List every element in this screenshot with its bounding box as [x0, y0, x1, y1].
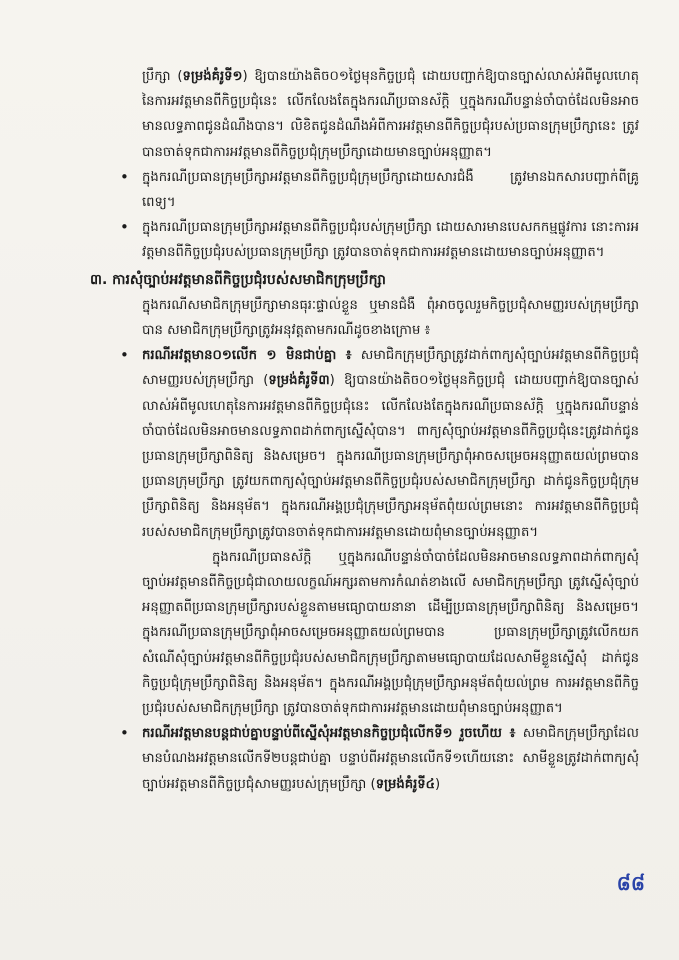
bullet-item-mission: • ក្នុងករណីប្រធានក្រុមប្រឹក្សាអវត្តមានពីកិច្ចប្រជុំរបស់ក្រុមប្រឹក្សា ដោយសារមានបេសកកម្មផ្លូវការ នោះការអវត្តមានពីកិច្ចប្រជុំរបស់ប្រធានក្រុមប្រឹក្សា ត្រូវបានចាត់ទុកជាការអវត្តមានដោយមានច្បាប់អនុញ្ញាត។	[142, 215, 639, 265]
section-intro: ក្នុងករណីសមាជិកក្រុមប្រឹក្សាមានធុរៈផ្ទាល់ខ្លួន ឬមានជំងឺ ពុំអាចចូលរួមកិច្ចប្រជុំសាមញ្ញរបស់ក្រុមប្រឹក្សាបាន សមាជិកក្រុមប្រឹក្សាត្រូវអនុវត្តតាមករណីដូចខាងក្រោម ៖	[142, 297, 639, 339]
case-label: ករណីអវត្តមាន០១លើក ១ មិនជាប់គ្នា ៖	[142, 348, 352, 364]
text-span: សមាជិកក្រុមប្រឹក្សាដែលមានបំណងអវត្តមានលើកទី២បន្តជាប់គ្នា បន្ទាប់ពីអវត្តមានលើកទី១ហើយនោះ សាមីខ្លួនត្រូវដាក់ពាក្យសុំច្បាប់អវត្តមានពីកិច្ចប្រជុំសាមញ្ញរបស់ក្រុមប្រឹក្សា (	[142, 726, 639, 792]
form-reference: ទម្រង់គំរូទី៣	[268, 373, 330, 389]
paragraph-continuation	[142, 64, 639, 165]
form-reference: ទម្រង់គំរូទី១	[182, 69, 243, 84]
case-label: ករណីអវត្តមានបន្តជាប់គ្នាបន្ទាប់ពីស្នើសុំអវត្តមានកិច្ចប្រជុំលើកទី១ រួចហើយ ៖	[142, 726, 516, 742]
form-reference: ទម្រង់គំរូទី៤	[375, 776, 435, 792]
text-span: ) ឱ្យបានយ៉ាងតិច០១ថ្ងៃមុនកិច្ចប្រជុំ ដោយបញ្ជាក់ឱ្យបានច្បាស់លាស់អំពីមូលហេតុនៃការអវត្តមានពីកិច្ចប្រជុំនេះ លើកលែងតែក្នុងករណីប្រធានស័ក្តិ ឬក្នុងករណីបន្ទាន់ចាំបាច់ដែលមិនអាចមានលទ្ធភាពដាក់ពាក្យស្នើសុំបាន។ ពាក្យសុំច្បាប់អវត្តមានពីកិច្ចប្រជុំនេះត្រូវដាក់ជូនប្រធានក្រុមប្រឹក្សាពិនិត្យ និងសម្រេច។ ក្នុងករណីប្រធានក្រុមប្រឹក្សាពុំអាចសម្រេចអនុញ្ញាតយល់ព្រមបាន ប្រធានក្រុមប្រឹក្សា ត្រូវយកពាក្យសុំច្បាប់អវត្តមានពីកិច្ចប្រជុំរបស់សមាជិកក្រុមប្រឹក្សា ដាក់ជូនកិច្ចប្រជុំក្រុមប្រឹក្សាពិនិត្យ និងអនុម័ត។ ក្នុងករណីអង្គប្រជុំក្រុមប្រឹក្សាអនុម័តពុំយល់ព្រមនោះ ការអវត្តមានពីកិច្ចប្រជុំរបស់សមាជិកក្រុមប្រឹក្សាត្រូវបានចាត់ទុកជាការអវត្តមានដោយពុំមានច្បាប់អនុញ្ញាត។	[142, 373, 639, 540]
text-span: ប្រឹក្សា (	[142, 69, 183, 84]
text-span: ) ឱ្យបានយ៉ាងតិច០១ថ្ងៃមុនកិច្ចប្រជុំ ដោយបញ្ជាក់ឱ្យបានច្បាស់លាស់អំពីមូលហេតុនៃការអវត្តមានពីកិច្ចប្រជុំនេះ លើកលែងតែក្នុងករណីប្រធានស័ក្តិ ឬក្នុងករណីបន្ទាន់ចាំបាច់ដែលមិនអាចមានលទ្ធភាពជូនដំណឹងបាន។ លិខិតជូនដំណឹងអំពីការអវត្តមានពីកិច្ចប្រជុំរបស់ប្រធានក្រុមប្រឹក្សានេះ ត្រូវបានចាត់ទុកជាការអវត្តមានពីកិច្ចប្រជុំក្រុមប្រឹក្សាដោយមានច្បាប់អនុញ្ញាត។	[142, 69, 639, 160]
bullet-item-sickness: • ក្នុងករណីប្រធានក្រុមប្រឹក្សាអវត្តមានពីកិច្ចប្រជុំក្រុមប្រឹក្សាដោយសារជំងឺ ត្រូវមានឯកសារបញ្ជាក់ពីគ្រូពេទ្យ។	[142, 165, 639, 215]
paragraph-urgent-case: ក្នុងករណីប្រធានស័ក្តិ ឬក្នុងករណីបន្ទាន់ចាំបាច់ដែលមិនអាចមានលទ្ធភាពដាក់ពាក្យសុំច្បាប់អវត្តមានពីកិច្ចប្រជុំជាលាយលក្ខណ៍អក្សរតាមការកំណត់ខាងលើ សមាជិកក្រុមប្រឹក្សា ត្រូវស្នើសុំច្បាប់អនុញ្ញាតពីប្រធានក្រុមប្រឹក្សារបស់ខ្លួនតាមមធ្យោបាយនានា ដើម្បីប្រធានក្រុមប្រឹក្សាពិនិត្យ និងសម្រេច។ ក្នុងករណីប្រធានក្រុមប្រឹក្សាពុំអាចសម្រេចអនុញ្ញាតយល់ព្រមបាន ប្រធានក្រុមប្រឹក្សាត្រូវលើកយកសំណើសុំច្បាប់អវត្តមានពីកិច្ចប្រជុំរបស់សមាជិកក្រុមប្រឹក្សាតាមមធ្យោបាយដែលសាមីខ្លួនស្នើសុំ ដាក់ជូនកិច្ចប្រជុំក្រុមប្រឹក្សាពិនិត្យ និងអនុម័ត។ ក្នុងករណីអង្គប្រជុំក្រុមប្រឹក្សាអនុម័តពុំយល់ព្រម ការអវត្តមានពីកិច្ចប្រជុំរបស់សមាជិកក្រុមប្រឹក្សា ត្រូវបានចាត់ទុកជាការអវត្តមានដោយពុំមានច្បាប់អនុញ្ញាត។	[142, 549, 639, 717]
page-number: ៨៨	[616, 871, 645, 895]
bullet-item-case1	[142, 343, 639, 545]
document-body	[90, 64, 639, 797]
text-span: )	[435, 776, 441, 792]
section-heading: ៣. ការសុំច្បាប់អវត្តមានពីកិច្ចប្រជុំរបស់សមាជិកក្រុមប្រឹក្សា	[90, 271, 386, 288]
text-span: សមាជិកក្រុមប្រឹក្សាត្រូវដាក់ពាក្យសុំច្បាប់អវត្តមានពីកិច្ចប្រជុំសាមញ្ញរបស់ក្រុមប្រឹក្សា (	[142, 348, 640, 389]
bullet-item-case2	[142, 721, 639, 797]
